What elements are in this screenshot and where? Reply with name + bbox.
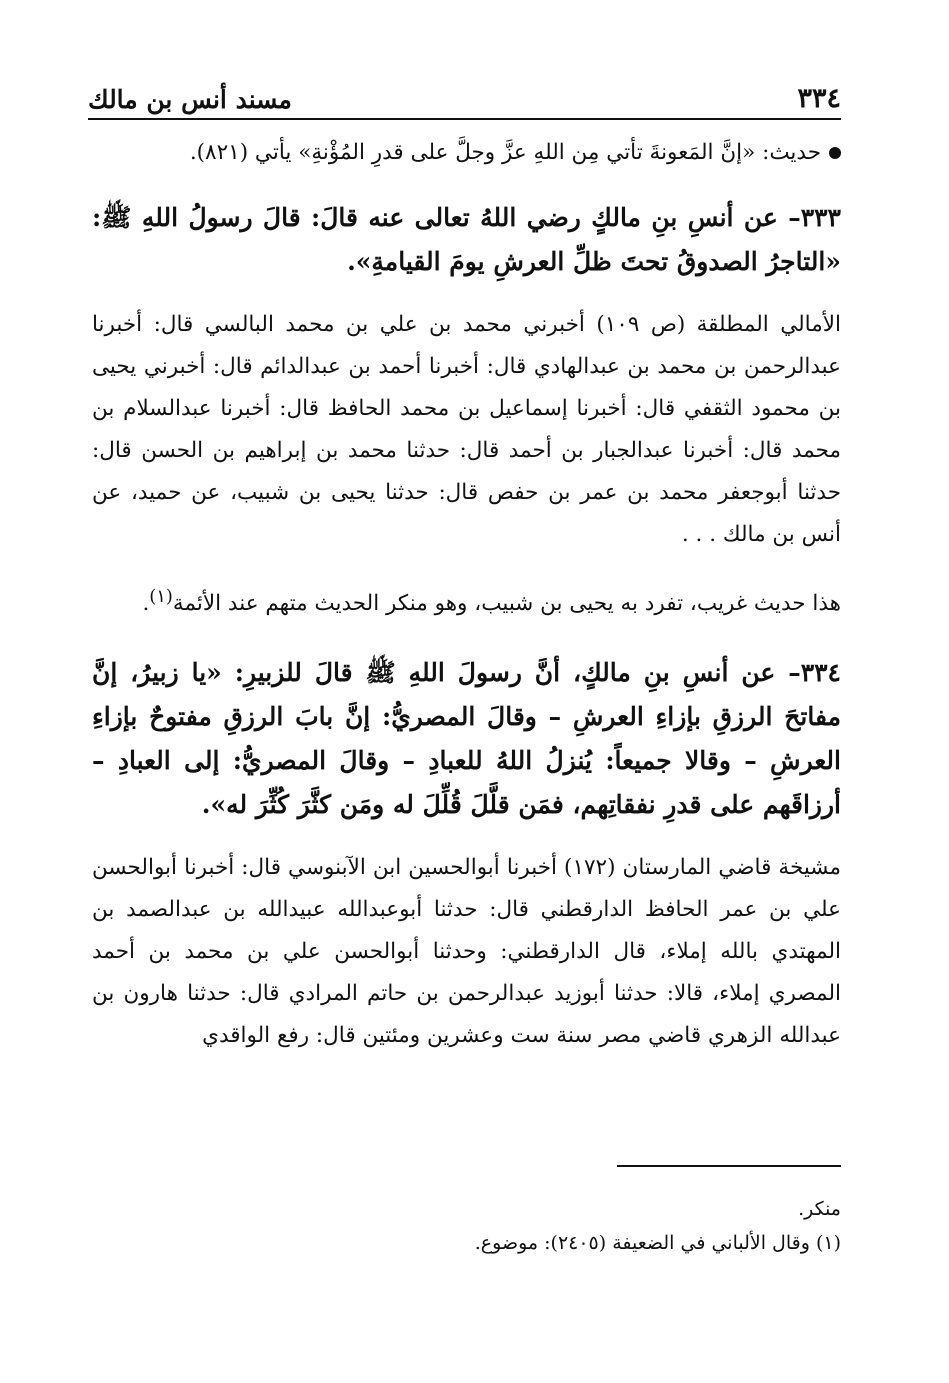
page-number: ٣٣٤ <box>797 83 841 114</box>
comment-333-text: هذا حديث غريب، تفرد به يحيى بن شبيب، وهو منكر الحديث متهم عند الأئمة <box>172 591 841 617</box>
comment-333 <box>92 576 841 625</box>
footnote-ref-1[interactable]: (١) <box>149 586 173 607</box>
footnotes <box>92 1192 841 1260</box>
isnad-334: مشيخة قاضي المارستان (١٧٢) أخبرنا أبوالحسين ابن الآبنوسي قال: أخبرنا أبوالحسن علي بن عمر الحافظ الدارقطني قال: حدثنا أبوعبدالله عبيدالله بن عبدالصمد بن المهتدي بالله إملاء، قال الدارقطني: وحدثنا أبوالحسن علي بن محمد بن أحمد المصري إملاء، قالا: حدثنا أبوزيد عبدالرحمن بن حاتم المرادي قال: حدثنا هارون بن عبدالله الزهري قاضي مصر سنة ست وعشرين ومئتين قال: رفع الواقدي <box>92 855 842 1049</box>
hadith-333: ٣٣٣– عن أنسِ بنِ مالكٍ رضي اللهُ تعالى عنه قالَ: قالَ رسولُ اللهِ ﷺ: «التاجرُ الصدوقُ تحتَ ظلِّ العرشِ يومَ القيامةِ». <box>92 203 841 276</box>
comment-333-end: . <box>142 591 150 617</box>
main-text <box>92 132 841 1077</box>
footnote-1: (١) وقال الألباني في الضعيفة (٢٤٠٥): موضوع. <box>474 1232 841 1254</box>
hadith-334: ٣٣٤– عن أنسِ بنِ مالكٍ، أنَّ رسولَ اللهِ ﷺ قالَ للزبيرِ: «يا زبيرُ، إنَّ مفاتحَ الرزقِ بإزاءِ العرشِ – وقالَ المصريُّ: إنَّ بابَ الرزقِ مفتوحٌ بإزاءِ العرشِ – وقالا جميعاً: يُنزلُ اللهُ للعبادِ – وقالَ المصريُّ: إلى العبادِ – أرزاقَهم على قدرِ نفقاتِهم، فمَن قلَّلَ قُلِّلَ له ومَن كثَّرَ كُثِّرَ له». <box>92 658 841 820</box>
bullet-icon <box>829 147 841 159</box>
isnad-333: الأمالي المطلقة (ص ١٠٩) أخبرني محمد بن علي بن محمد البالسي قال: أخبرنا عبدالرحمن بن محمد بن عبدالهادي قال: أخبرنا أحمد بن عبدالدائم قال: أخبرني يحيى بن محمود الثقفي قال: أخبرنا إسماعيل بن محمد الحافظ قال: أخبرنا عبدالسلام بن محمد قال: أخبرنا عبدالجبار بن أحمد قال: حدثنا محمد بن إبراهيم بن الحسن قال: حدثنا أبوجعفر محمد بن عمر بن حفص قال: حدثنا يحيى بن شبيب، عن حميد، عن أنس بن مالك . . . <box>92 312 841 547</box>
running-header <box>88 74 841 120</box>
footnote-divider <box>617 1165 841 1167</box>
bullet-note <box>92 132 841 174</box>
book-title: مسند أنس بن مالك <box>88 85 292 114</box>
bullet-note-text: حديث: «إنَّ المَعونةَ تأتي مِن اللهِ عزَّ وجلَّ على قدرِ المُؤْنةِ» يأتي (٨٢١). <box>189 140 821 165</box>
footnote-continuation: منكر. <box>798 1198 841 1220</box>
